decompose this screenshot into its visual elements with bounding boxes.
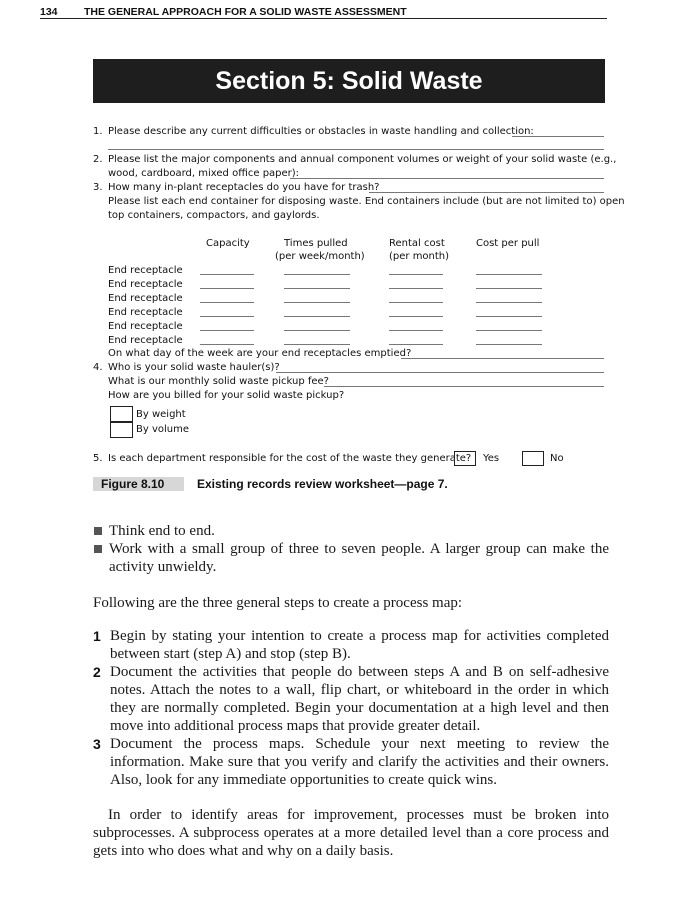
col-cost-header: Cost per pull	[476, 238, 540, 249]
step-number: 2	[93, 664, 101, 680]
cost-per-pull-field[interactable]	[476, 274, 542, 275]
q2-text-line2: wood, cardboard, mixed office paper):	[108, 168, 300, 179]
bullet-item-2: Work with a small group of three to seven people. A larger group can make the activity unwieldy.	[109, 541, 609, 575]
cost-per-pull-field[interactable]	[476, 302, 542, 303]
q3-instruction-line1: Please list each end container for disposing waste. End containers include (but are not limited to) open	[108, 196, 625, 207]
col-rental-header: Rental cost	[389, 238, 445, 249]
steps-intro: Following are the three general steps to create a process map:	[93, 595, 463, 611]
step-number: 3	[93, 736, 101, 752]
header-rule	[40, 18, 607, 19]
figure-label: Figure 8.10	[93, 477, 184, 491]
q2-number: 2.	[93, 154, 103, 165]
bullet-square-icon	[94, 545, 102, 553]
no-checkbox[interactable]	[522, 451, 544, 466]
form-title: Section 5: Solid Waste	[93, 59, 605, 103]
rental-cost-field[interactable]	[389, 344, 443, 345]
q2-text-line1: Please list the major components and annual component volumes or weight of your solid waste (e.g.,	[108, 154, 617, 165]
q2-answer-line[interactable]	[290, 178, 604, 179]
times-pulled-field[interactable]	[284, 316, 350, 317]
times-pulled-field[interactable]	[284, 302, 350, 303]
q3-instruction-line2: top containers, compactors, and gaylords.	[108, 210, 320, 221]
times-pulled-field[interactable]	[284, 288, 350, 289]
q3-day-answer-line[interactable]	[401, 358, 604, 359]
by-volume-checkbox[interactable]	[110, 422, 133, 438]
times-pulled-field[interactable]	[284, 274, 350, 275]
yes-checkbox[interactable]	[454, 451, 476, 466]
by-volume-label: By volume	[136, 424, 190, 435]
by-weight-label: By weight	[136, 409, 186, 420]
no-label: No	[550, 453, 564, 464]
q4-number: 4.	[93, 362, 103, 373]
step-text: Document the activities that people do between steps A and B on self-adhesive notes. Attach the notes to a wall, flip chart, or whiteboard in the order in which they are normally completed. Begin your documentation at a high level and then move into additional process maps that provide greater detail.	[110, 664, 609, 734]
q3-answer-line[interactable]	[369, 192, 604, 193]
table-row-label: End receptacle	[108, 293, 183, 304]
q1-number: 1.	[93, 126, 103, 137]
q1-answer-line-2[interactable]	[108, 149, 604, 150]
q4-text: Who is your solid waste hauler(s)?	[108, 362, 280, 373]
q3-day-text: On what day of the week are your end receptacles emptied?	[108, 348, 412, 359]
table-row-label: End receptacle	[108, 279, 183, 290]
running-title: THE GENERAL APPROACH FOR A SOLID WASTE ASSESSMENT	[84, 6, 407, 18]
yes-label: Yes	[483, 453, 500, 464]
times-pulled-field[interactable]	[284, 330, 350, 331]
figure-caption: Existing records review worksheet—page 7.	[197, 477, 448, 491]
page-number: 134	[40, 6, 58, 18]
cost-per-pull-field[interactable]	[476, 330, 542, 331]
capacity-field[interactable]	[200, 344, 254, 345]
capacity-field[interactable]	[200, 302, 254, 303]
cost-per-pull-field[interactable]	[476, 288, 542, 289]
q4-fee-text: What is our monthly solid waste pickup fee?	[108, 376, 329, 387]
rental-cost-field[interactable]	[389, 330, 443, 331]
cost-per-pull-field[interactable]	[476, 316, 542, 317]
q4-billed-text: How are you billed for your solid waste pickup?	[108, 390, 345, 401]
times-pulled-field[interactable]	[284, 344, 350, 345]
bullet-item-1: Think end to end.	[109, 523, 215, 539]
rental-cost-field[interactable]	[389, 316, 443, 317]
col-capacity-header: Capacity	[206, 238, 250, 249]
capacity-field[interactable]	[200, 316, 254, 317]
q1-text: Please describe any current difficulties or obstacles in waste handling and collection:	[108, 126, 534, 137]
capacity-field[interactable]	[200, 330, 254, 331]
step-text: Document the process maps. Schedule your next meeting to review the information. Make sure that you verify and clarify the activities and their owners. Also, look for any immediate opportunities to create quick wins.	[110, 736, 609, 788]
bullet-square-icon	[94, 527, 102, 535]
q4-fee-answer-line[interactable]	[324, 386, 604, 387]
by-weight-checkbox[interactable]	[110, 406, 133, 422]
q3-number: 3.	[93, 182, 103, 193]
col-times-header: Times pulled	[284, 238, 348, 249]
rental-cost-field[interactable]	[389, 274, 443, 275]
capacity-field[interactable]	[200, 288, 254, 289]
q5-text: Is each department responsible for the cost of the waste they generate?	[108, 453, 472, 464]
q4-answer-line[interactable]	[276, 372, 604, 373]
cost-per-pull-field[interactable]	[476, 344, 542, 345]
table-row-label: End receptacle	[108, 307, 183, 318]
step-number: 1	[93, 628, 101, 644]
table-row-label: End receptacle	[108, 335, 183, 346]
rental-cost-field[interactable]	[389, 302, 443, 303]
table-row-label: End receptacle	[108, 265, 183, 276]
capacity-field[interactable]	[200, 274, 254, 275]
col-times-subheader: (per week/month)	[275, 251, 365, 262]
closing-paragraph: In order to identify areas for improvement, processes must be broken into subprocesses. A subprocess operates at a more detailed level than a core process and gets into who does what and why on a daily basis.	[93, 807, 609, 859]
table-row-label: End receptacle	[108, 321, 183, 332]
rental-cost-field[interactable]	[389, 288, 443, 289]
col-rental-subheader: (per month)	[389, 251, 450, 262]
q5-number: 5.	[93, 453, 103, 464]
q1-answer-line[interactable]	[512, 136, 604, 137]
step-text: Begin by stating your intention to create a process map for activities completed between start (step A) and stop (step B).	[110, 628, 609, 662]
q3-text: How many in-plant receptacles do you have for trash?	[108, 182, 380, 193]
